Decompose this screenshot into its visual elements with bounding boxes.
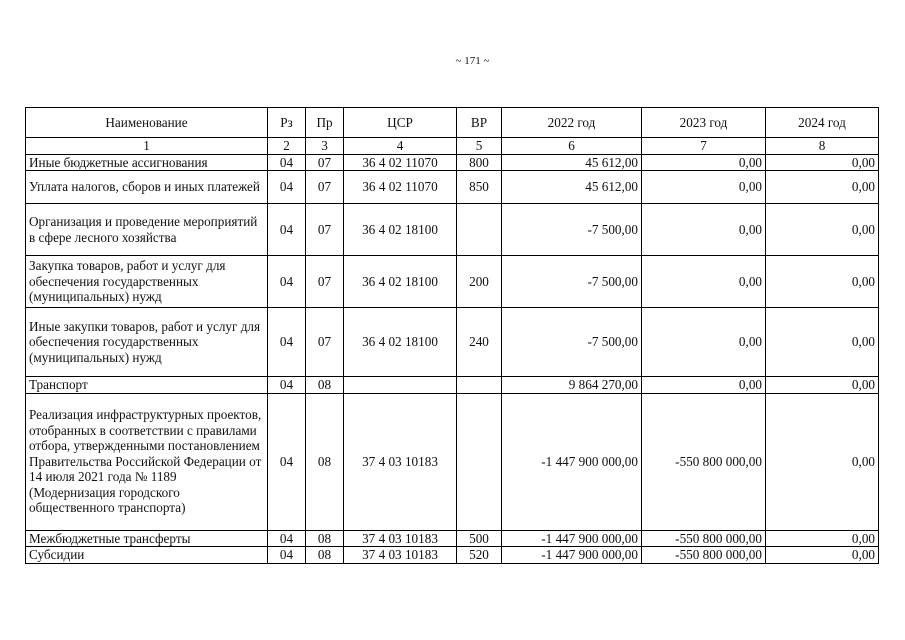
header-2022: 2022 год bbox=[502, 108, 642, 138]
row-csr: 36 4 02 18100 bbox=[344, 204, 457, 256]
header-2024: 2024 год bbox=[766, 108, 879, 138]
row-pr: 07 bbox=[306, 256, 344, 308]
row-pr: 07 bbox=[306, 308, 344, 377]
header-2023: 2023 год bbox=[642, 108, 766, 138]
row-csr: 36 4 02 11070 bbox=[344, 171, 457, 204]
row-pr: 08 bbox=[306, 547, 344, 564]
row-csr: 37 4 03 10183 bbox=[344, 530, 457, 547]
row-name: Закупка товаров, работ и услуг для обеспечения государственных (муниципальных) нужд bbox=[26, 256, 268, 308]
row-pr: 08 bbox=[306, 530, 344, 547]
header-rz: Рз bbox=[268, 108, 306, 138]
row-2024: 0,00 bbox=[766, 308, 879, 377]
row-name: Субсидии bbox=[26, 547, 268, 564]
row-2024: 0,00 bbox=[766, 204, 879, 256]
row-2024: 0,00 bbox=[766, 256, 879, 308]
column-number: 3 bbox=[306, 138, 344, 155]
row-2022: -1 447 900 000,00 bbox=[502, 393, 642, 530]
row-2023: -550 800 000,00 bbox=[642, 530, 766, 547]
row-2022: -1 447 900 000,00 bbox=[502, 547, 642, 564]
row-2024: 0,00 bbox=[766, 547, 879, 564]
row-csr: 37 4 03 10183 bbox=[344, 547, 457, 564]
row-2022: -7 500,00 bbox=[502, 204, 642, 256]
row-2023: 0,00 bbox=[642, 256, 766, 308]
table-row bbox=[26, 530, 879, 547]
row-2023: 0,00 bbox=[642, 171, 766, 204]
table-row bbox=[26, 377, 879, 394]
header-vr: ВР bbox=[457, 108, 502, 138]
row-2022: 9 864 270,00 bbox=[502, 377, 642, 394]
row-rz: 04 bbox=[268, 256, 306, 308]
row-2024: 0,00 bbox=[766, 154, 879, 171]
header-pr: Пр bbox=[306, 108, 344, 138]
row-vr bbox=[457, 377, 502, 394]
row-rz: 04 bbox=[268, 204, 306, 256]
table-row bbox=[26, 308, 879, 377]
row-2022: 45 612,00 bbox=[502, 171, 642, 204]
row-name: Реализация инфраструктурных проектов, отобранных в соответствии с правилами отбора, утвержденными постановлением Правительства Российской Федерации от 14 июля 2021 года № 1189 (Модернизация городского общественного транспорта) bbox=[26, 393, 268, 530]
row-2024: 0,00 bbox=[766, 171, 879, 204]
row-name: Иные бюджетные ассигнования bbox=[26, 154, 268, 171]
page-number: ~ 171 ~ bbox=[455, 55, 490, 67]
row-rz: 04 bbox=[268, 547, 306, 564]
column-number-row bbox=[26, 138, 879, 155]
table-row bbox=[26, 171, 879, 204]
header-row bbox=[26, 108, 879, 138]
row-vr: 200 bbox=[457, 256, 502, 308]
row-pr: 08 bbox=[306, 393, 344, 530]
row-vr: 500 bbox=[457, 530, 502, 547]
column-number: 5 bbox=[457, 138, 502, 155]
row-2024: 0,00 bbox=[766, 377, 879, 394]
row-vr bbox=[457, 393, 502, 530]
column-number: 1 bbox=[26, 138, 268, 155]
row-rz: 04 bbox=[268, 308, 306, 377]
row-name: Уплата налогов, сборов и иных платежей bbox=[26, 171, 268, 204]
row-vr: 240 bbox=[457, 308, 502, 377]
row-2023: -550 800 000,00 bbox=[642, 547, 766, 564]
header-name: Наименование bbox=[26, 108, 268, 138]
row-pr: 07 bbox=[306, 204, 344, 256]
row-2022: -7 500,00 bbox=[502, 256, 642, 308]
row-vr: 520 bbox=[457, 547, 502, 564]
row-rz: 04 bbox=[268, 530, 306, 547]
row-csr: 36 4 02 11070 bbox=[344, 154, 457, 171]
row-csr: 37 4 03 10183 bbox=[344, 393, 457, 530]
row-2023: 0,00 bbox=[642, 154, 766, 171]
row-pr: 07 bbox=[306, 154, 344, 171]
row-vr: 850 bbox=[457, 171, 502, 204]
row-2024: 0,00 bbox=[766, 393, 879, 530]
row-name: Транспорт bbox=[26, 377, 268, 394]
row-rz: 04 bbox=[268, 154, 306, 171]
table-row bbox=[26, 204, 879, 256]
row-2023: 0,00 bbox=[642, 377, 766, 394]
row-2024: 0,00 bbox=[766, 530, 879, 547]
row-rz: 04 bbox=[268, 377, 306, 394]
column-number: 2 bbox=[268, 138, 306, 155]
header-csr: ЦСР bbox=[344, 108, 457, 138]
row-2023: -550 800 000,00 bbox=[642, 393, 766, 530]
row-csr: 36 4 02 18100 bbox=[344, 256, 457, 308]
row-name: Иные закупки товаров, работ и услуг для обеспечения государственных (муниципальных) нужд bbox=[26, 308, 268, 377]
row-name: Организация и проведение мероприятий в сфере лесного хозяйства bbox=[26, 204, 268, 256]
table-row bbox=[26, 154, 879, 171]
row-name: Межбюджетные трансферты bbox=[26, 530, 268, 547]
column-number: 7 bbox=[642, 138, 766, 155]
row-2022: 45 612,00 bbox=[502, 154, 642, 171]
row-vr: 800 bbox=[457, 154, 502, 171]
row-2022: -7 500,00 bbox=[502, 308, 642, 377]
row-2023: 0,00 bbox=[642, 204, 766, 256]
column-number: 6 bbox=[502, 138, 642, 155]
row-2022: -1 447 900 000,00 bbox=[502, 530, 642, 547]
budget-table bbox=[25, 107, 879, 564]
row-rz: 04 bbox=[268, 393, 306, 530]
column-number: 8 bbox=[766, 138, 879, 155]
row-csr: 36 4 02 18100 bbox=[344, 308, 457, 377]
row-rz: 04 bbox=[268, 171, 306, 204]
table-row bbox=[26, 547, 879, 564]
row-2023: 0,00 bbox=[642, 308, 766, 377]
table-row bbox=[26, 256, 879, 308]
row-vr bbox=[457, 204, 502, 256]
row-csr bbox=[344, 377, 457, 394]
table-row bbox=[26, 393, 879, 530]
row-pr: 08 bbox=[306, 377, 344, 394]
row-pr: 07 bbox=[306, 171, 344, 204]
column-number: 4 bbox=[344, 138, 457, 155]
